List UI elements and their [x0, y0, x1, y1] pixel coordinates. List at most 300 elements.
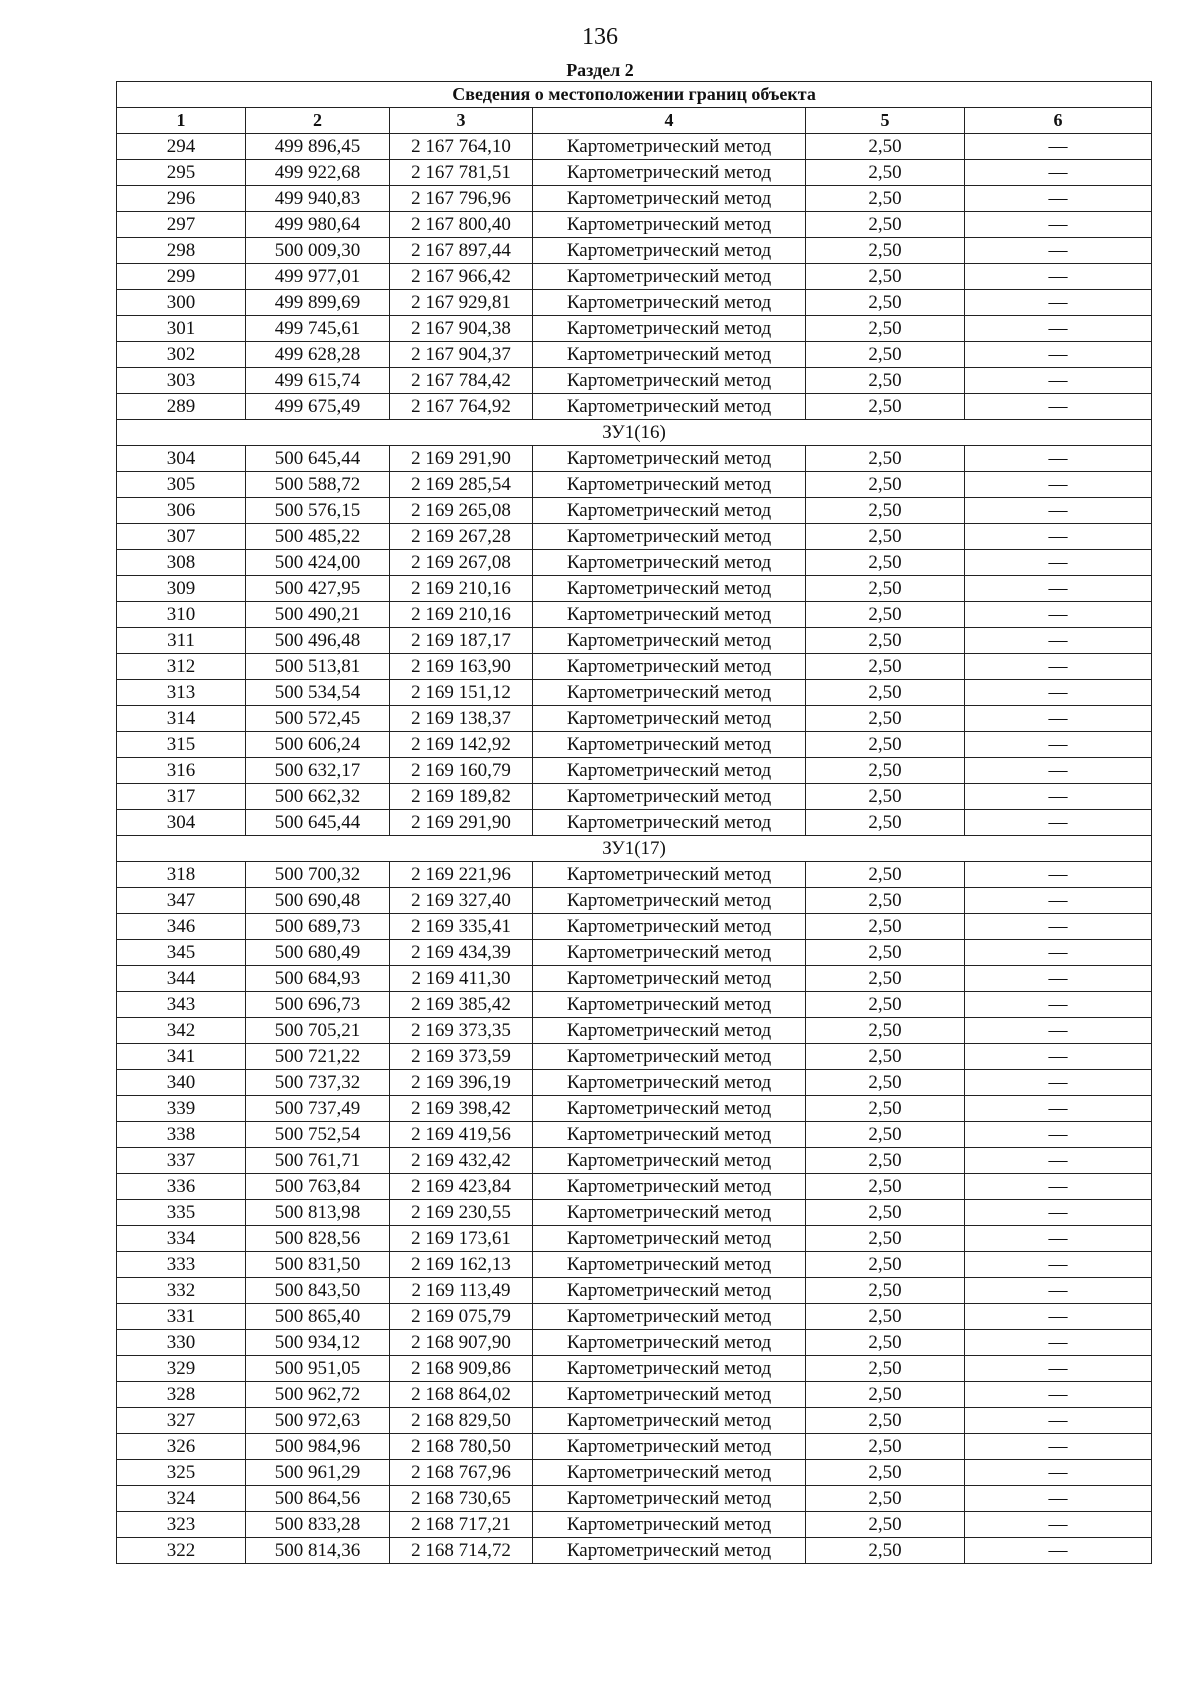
- coordinate-x-cell: 499 615,74: [246, 368, 390, 394]
- accuracy-cell: 2,50: [806, 1278, 965, 1304]
- method-cell: Картометрический метод: [533, 1148, 806, 1174]
- accuracy-cell: 2,50: [806, 940, 965, 966]
- coordinate-x-cell: 500 680,49: [246, 940, 390, 966]
- description-cell: —: [965, 1122, 1152, 1148]
- accuracy-cell: 2,50: [806, 134, 965, 160]
- accuracy-cell: 2,50: [806, 784, 965, 810]
- accuracy-cell: 2,50: [806, 602, 965, 628]
- coordinate-x-cell: 500 424,00: [246, 550, 390, 576]
- table-row: [117, 1148, 1152, 1174]
- point-number-cell: 308: [117, 550, 246, 576]
- column-number-4: 4: [533, 108, 806, 134]
- coordinate-y-cell: 2 169 327,40: [390, 888, 533, 914]
- point-number-cell: 346: [117, 914, 246, 940]
- accuracy-cell: 2,50: [806, 1226, 965, 1252]
- accuracy-cell: 2,50: [806, 706, 965, 732]
- accuracy-cell: 2,50: [806, 1460, 965, 1486]
- description-cell: —: [965, 602, 1152, 628]
- group-header-row: [117, 836, 1152, 862]
- point-number-cell: 344: [117, 966, 246, 992]
- point-number-cell: 332: [117, 1278, 246, 1304]
- table-row: [117, 914, 1152, 940]
- accuracy-cell: 2,50: [806, 576, 965, 602]
- accuracy-cell: 2,50: [806, 914, 965, 940]
- table-caption: Сведения о местоположении границ объекта: [117, 82, 1152, 108]
- method-cell: Картометрический метод: [533, 1122, 806, 1148]
- section-title: Раздел 2: [566, 60, 634, 80]
- method-cell: Картометрический метод: [533, 342, 806, 368]
- description-cell: —: [965, 1018, 1152, 1044]
- point-number-cell: 314: [117, 706, 246, 732]
- coordinate-y-cell: 2 169 210,16: [390, 602, 533, 628]
- accuracy-cell: 2,50: [806, 368, 965, 394]
- description-cell: —: [965, 784, 1152, 810]
- description-cell: —: [965, 1356, 1152, 1382]
- method-cell: Картометрический метод: [533, 914, 806, 940]
- accuracy-cell: 2,50: [806, 1330, 965, 1356]
- method-cell: Картометрический метод: [533, 1538, 806, 1564]
- method-cell: Картометрический метод: [533, 680, 806, 706]
- accuracy-cell: 2,50: [806, 810, 965, 836]
- description-cell: —: [965, 472, 1152, 498]
- coordinate-x-cell: 500 961,29: [246, 1460, 390, 1486]
- coordinate-x-cell: 500 632,17: [246, 758, 390, 784]
- coordinate-y-cell: 2 169 142,92: [390, 732, 533, 758]
- point-number-cell: 303: [117, 368, 246, 394]
- coordinate-x-cell: 500 696,73: [246, 992, 390, 1018]
- accuracy-cell: 2,50: [806, 498, 965, 524]
- table-row: [117, 1356, 1152, 1382]
- coordinate-x-cell: 499 899,69: [246, 290, 390, 316]
- table-row: [117, 680, 1152, 706]
- description-cell: —: [965, 186, 1152, 212]
- table-row: [117, 1018, 1152, 1044]
- accuracy-cell: 2,50: [806, 1512, 965, 1538]
- method-cell: Картометрический метод: [533, 784, 806, 810]
- coordinate-x-cell: 500 814,36: [246, 1538, 390, 1564]
- table-row: [117, 212, 1152, 238]
- coordinate-x-cell: 500 737,32: [246, 1070, 390, 1096]
- method-cell: Картометрический метод: [533, 1356, 806, 1382]
- table-row: [117, 706, 1152, 732]
- point-number-cell: 310: [117, 602, 246, 628]
- accuracy-cell: 2,50: [806, 186, 965, 212]
- coordinate-y-cell: 2 168 829,50: [390, 1408, 533, 1434]
- method-cell: Картометрический метод: [533, 1200, 806, 1226]
- coordinate-y-cell: 2 167 904,37: [390, 342, 533, 368]
- coordinate-y-cell: 2 169 291,90: [390, 446, 533, 472]
- coordinate-y-cell: 2 167 784,42: [390, 368, 533, 394]
- coordinate-x-cell: 500 763,84: [246, 1174, 390, 1200]
- coordinate-y-cell: 2 169 411,30: [390, 966, 533, 992]
- coordinate-x-cell: 499 896,45: [246, 134, 390, 160]
- table-row: [117, 1174, 1152, 1200]
- coordinate-x-cell: 500 721,22: [246, 1044, 390, 1070]
- method-cell: Картометрический метод: [533, 160, 806, 186]
- description-cell: —: [965, 862, 1152, 888]
- accuracy-cell: 2,50: [806, 1044, 965, 1070]
- table-row: [117, 316, 1152, 342]
- column-number-6: 6: [965, 108, 1152, 134]
- point-number-cell: 325: [117, 1460, 246, 1486]
- coordinate-y-cell: 2 168 909,86: [390, 1356, 533, 1382]
- point-number-cell: 304: [117, 446, 246, 472]
- accuracy-cell: 2,50: [806, 394, 965, 420]
- method-cell: Картометрический метод: [533, 446, 806, 472]
- accuracy-cell: 2,50: [806, 524, 965, 550]
- coordinate-y-cell: 2 169 160,79: [390, 758, 533, 784]
- description-cell: —: [965, 1070, 1152, 1096]
- group-header-row: [117, 420, 1152, 446]
- point-number-cell: 316: [117, 758, 246, 784]
- column-number-2: 2: [246, 108, 390, 134]
- coordinate-x-cell: 499 675,49: [246, 394, 390, 420]
- method-cell: Картометрический метод: [533, 1070, 806, 1096]
- coordinate-y-cell: 2 169 210,16: [390, 576, 533, 602]
- table-row: [117, 394, 1152, 420]
- description-cell: —: [965, 1174, 1152, 1200]
- coordinate-y-cell: 2 168 717,21: [390, 1512, 533, 1538]
- coordinate-x-cell: 500 761,71: [246, 1148, 390, 1174]
- table-row: [117, 550, 1152, 576]
- coordinate-x-cell: 500 490,21: [246, 602, 390, 628]
- coordinate-x-cell: 500 833,28: [246, 1512, 390, 1538]
- point-number-cell: 299: [117, 264, 246, 290]
- description-cell: —: [965, 1226, 1152, 1252]
- point-number-cell: 307: [117, 524, 246, 550]
- method-cell: Картометрический метод: [533, 1278, 806, 1304]
- method-cell: Картометрический метод: [533, 1486, 806, 1512]
- boundary-coordinates-table: [116, 81, 1152, 1564]
- description-cell: —: [965, 1044, 1152, 1070]
- coordinate-x-cell: 500 865,40: [246, 1304, 390, 1330]
- method-cell: Картометрический метод: [533, 1096, 806, 1122]
- coordinate-x-cell: 500 689,73: [246, 914, 390, 940]
- table-row: [117, 342, 1152, 368]
- point-number-cell: 334: [117, 1226, 246, 1252]
- method-cell: Картометрический метод: [533, 1252, 806, 1278]
- coordinate-x-cell: 500 427,95: [246, 576, 390, 602]
- table-row: [117, 992, 1152, 1018]
- point-number-cell: 312: [117, 654, 246, 680]
- table-row: [117, 1486, 1152, 1512]
- table-caption-row: [117, 82, 1152, 108]
- coordinate-x-cell: 500 972,63: [246, 1408, 390, 1434]
- table-row: [117, 1512, 1152, 1538]
- description-cell: —: [965, 1304, 1152, 1330]
- accuracy-cell: 2,50: [806, 316, 965, 342]
- description-cell: —: [965, 134, 1152, 160]
- coordinate-x-cell: 500 700,32: [246, 862, 390, 888]
- table-row: [117, 1538, 1152, 1564]
- point-number-cell: 333: [117, 1252, 246, 1278]
- table-row: [117, 784, 1152, 810]
- method-cell: Картометрический метод: [533, 498, 806, 524]
- point-number-cell: 335: [117, 1200, 246, 1226]
- coordinate-x-cell: 500 737,49: [246, 1096, 390, 1122]
- table-row: [117, 1096, 1152, 1122]
- description-cell: —: [965, 1278, 1152, 1304]
- point-number-cell: 329: [117, 1356, 246, 1382]
- coordinate-x-cell: 500 951,05: [246, 1356, 390, 1382]
- point-number-cell: 323: [117, 1512, 246, 1538]
- method-cell: Картометрический метод: [533, 992, 806, 1018]
- description-cell: —: [965, 1538, 1152, 1564]
- table-row: [117, 1278, 1152, 1304]
- table-row: [117, 524, 1152, 550]
- accuracy-cell: 2,50: [806, 1200, 965, 1226]
- accuracy-cell: 2,50: [806, 1018, 965, 1044]
- method-cell: Картометрический метод: [533, 186, 806, 212]
- coordinate-y-cell: 2 169 434,39: [390, 940, 533, 966]
- coordinate-x-cell: 500 513,81: [246, 654, 390, 680]
- column-number-3: 3: [390, 108, 533, 134]
- method-cell: Картометрический метод: [533, 1330, 806, 1356]
- column-number-5: 5: [806, 108, 965, 134]
- table-row: [117, 1408, 1152, 1434]
- coordinate-y-cell: 2 169 373,35: [390, 1018, 533, 1044]
- accuracy-cell: 2,50: [806, 1252, 965, 1278]
- table-row: [117, 290, 1152, 316]
- accuracy-cell: 2,50: [806, 238, 965, 264]
- coordinate-y-cell: 2 169 113,49: [390, 1278, 533, 1304]
- table-row: [117, 602, 1152, 628]
- coordinate-y-cell: 2 169 267,28: [390, 524, 533, 550]
- coordinate-y-cell: 2 169 138,37: [390, 706, 533, 732]
- point-number-cell: 327: [117, 1408, 246, 1434]
- accuracy-cell: 2,50: [806, 654, 965, 680]
- table-row: [117, 810, 1152, 836]
- method-cell: Картометрический метод: [533, 264, 806, 290]
- coordinate-x-cell: 500 705,21: [246, 1018, 390, 1044]
- description-cell: —: [965, 1200, 1152, 1226]
- coordinate-y-cell: 2 169 187,17: [390, 628, 533, 654]
- table-row: [117, 758, 1152, 784]
- point-number-cell: 315: [117, 732, 246, 758]
- coordinate-x-cell: 500 831,50: [246, 1252, 390, 1278]
- point-number-cell: 298: [117, 238, 246, 264]
- coordinate-y-cell: 2 167 764,92: [390, 394, 533, 420]
- table-row: [117, 446, 1152, 472]
- description-cell: —: [965, 342, 1152, 368]
- accuracy-cell: 2,50: [806, 290, 965, 316]
- method-cell: Картометрический метод: [533, 576, 806, 602]
- accuracy-cell: 2,50: [806, 342, 965, 368]
- description-cell: —: [965, 238, 1152, 264]
- coordinate-x-cell: 500 485,22: [246, 524, 390, 550]
- point-number-cell: 328: [117, 1382, 246, 1408]
- group-label: ЗУ1(16): [117, 420, 1152, 446]
- coordinate-y-cell: 2 169 385,42: [390, 992, 533, 1018]
- coordinate-y-cell: 2 167 800,40: [390, 212, 533, 238]
- table-row: [117, 472, 1152, 498]
- table-row: [117, 940, 1152, 966]
- method-cell: Картометрический метод: [533, 394, 806, 420]
- method-cell: Картометрический метод: [533, 134, 806, 160]
- accuracy-cell: 2,50: [806, 472, 965, 498]
- description-cell: —: [965, 1486, 1152, 1512]
- accuracy-cell: 2,50: [806, 680, 965, 706]
- accuracy-cell: 2,50: [806, 1434, 965, 1460]
- coordinate-x-cell: 500 645,44: [246, 446, 390, 472]
- point-number-cell: 301: [117, 316, 246, 342]
- coordinate-y-cell: 2 169 075,79: [390, 1304, 533, 1330]
- method-cell: Картометрический метод: [533, 1408, 806, 1434]
- table-row: [117, 186, 1152, 212]
- description-cell: —: [965, 992, 1152, 1018]
- coordinate-x-cell: 500 828,56: [246, 1226, 390, 1252]
- table-row: [117, 1044, 1152, 1070]
- accuracy-cell: 2,50: [806, 264, 965, 290]
- table-row: [117, 1304, 1152, 1330]
- description-cell: —: [965, 160, 1152, 186]
- point-number-cell: 317: [117, 784, 246, 810]
- accuracy-cell: 2,50: [806, 1408, 965, 1434]
- description-cell: —: [965, 888, 1152, 914]
- point-number-cell: 300: [117, 290, 246, 316]
- point-number-cell: 345: [117, 940, 246, 966]
- accuracy-cell: 2,50: [806, 1538, 965, 1564]
- accuracy-cell: 2,50: [806, 888, 965, 914]
- group-label: ЗУ1(17): [117, 836, 1152, 862]
- method-cell: Картометрический метод: [533, 212, 806, 238]
- coordinate-y-cell: 2 168 907,90: [390, 1330, 533, 1356]
- point-number-cell: 338: [117, 1122, 246, 1148]
- coordinate-x-cell: 499 977,01: [246, 264, 390, 290]
- method-cell: Картометрический метод: [533, 472, 806, 498]
- point-number-cell: 322: [117, 1538, 246, 1564]
- table-row: [117, 732, 1152, 758]
- coordinate-y-cell: 2 169 162,13: [390, 1252, 533, 1278]
- method-cell: Картометрический метод: [533, 602, 806, 628]
- coordinate-y-cell: 2 169 396,19: [390, 1070, 533, 1096]
- description-cell: —: [965, 940, 1152, 966]
- coordinate-y-cell: 2 169 265,08: [390, 498, 533, 524]
- point-number-cell: 326: [117, 1434, 246, 1460]
- point-number-cell: 306: [117, 498, 246, 524]
- coordinate-x-cell: 500 864,56: [246, 1486, 390, 1512]
- method-cell: Картометрический метод: [533, 966, 806, 992]
- method-cell: Картометрический метод: [533, 238, 806, 264]
- method-cell: Картометрический метод: [533, 706, 806, 732]
- description-cell: —: [965, 446, 1152, 472]
- column-number-row: [117, 108, 1152, 134]
- method-cell: Картометрический метод: [533, 1174, 806, 1200]
- description-cell: —: [965, 914, 1152, 940]
- description-cell: —: [965, 316, 1152, 342]
- accuracy-cell: 2,50: [806, 1070, 965, 1096]
- accuracy-cell: 2,50: [806, 992, 965, 1018]
- method-cell: Картометрический метод: [533, 940, 806, 966]
- description-cell: —: [965, 498, 1152, 524]
- table-row: [117, 966, 1152, 992]
- coordinate-y-cell: 2 169 173,61: [390, 1226, 533, 1252]
- point-number-cell: 324: [117, 1486, 246, 1512]
- coordinate-x-cell: 500 606,24: [246, 732, 390, 758]
- coordinate-x-cell: 500 588,72: [246, 472, 390, 498]
- coordinate-y-cell: 2 169 419,56: [390, 1122, 533, 1148]
- coordinate-x-cell: 500 962,72: [246, 1382, 390, 1408]
- coordinate-x-cell: 500 572,45: [246, 706, 390, 732]
- accuracy-cell: 2,50: [806, 1304, 965, 1330]
- description-cell: —: [965, 628, 1152, 654]
- point-number-cell: 296: [117, 186, 246, 212]
- coordinate-y-cell: 2 168 780,50: [390, 1434, 533, 1460]
- coordinate-x-cell: 500 496,48: [246, 628, 390, 654]
- table-row: [117, 160, 1152, 186]
- point-number-cell: 311: [117, 628, 246, 654]
- point-number-cell: 336: [117, 1174, 246, 1200]
- coordinate-y-cell: 2 167 966,42: [390, 264, 533, 290]
- description-cell: —: [965, 1460, 1152, 1486]
- table-row: [117, 1070, 1152, 1096]
- description-cell: —: [965, 1408, 1152, 1434]
- accuracy-cell: 2,50: [806, 862, 965, 888]
- description-cell: —: [965, 680, 1152, 706]
- table-row: [117, 368, 1152, 394]
- coordinate-y-cell: 2 169 221,96: [390, 862, 533, 888]
- method-cell: Картометрический метод: [533, 810, 806, 836]
- coordinate-y-cell: 2 169 189,82: [390, 784, 533, 810]
- point-number-cell: 294: [117, 134, 246, 160]
- coordinate-x-cell: 500 934,12: [246, 1330, 390, 1356]
- description-cell: —: [965, 758, 1152, 784]
- method-cell: Картометрический метод: [533, 1304, 806, 1330]
- accuracy-cell: 2,50: [806, 732, 965, 758]
- accuracy-cell: 2,50: [806, 1356, 965, 1382]
- coordinate-y-cell: 2 169 230,55: [390, 1200, 533, 1226]
- coordinate-y-cell: 2 169 423,84: [390, 1174, 533, 1200]
- coordinate-y-cell: 2 167 904,38: [390, 316, 533, 342]
- point-number-cell: 318: [117, 862, 246, 888]
- method-cell: Картометрический метод: [533, 758, 806, 784]
- coordinate-x-cell: 500 009,30: [246, 238, 390, 264]
- accuracy-cell: 2,50: [806, 1122, 965, 1148]
- description-cell: —: [965, 290, 1152, 316]
- method-cell: Картометрический метод: [533, 1018, 806, 1044]
- method-cell: Картометрический метод: [533, 1382, 806, 1408]
- method-cell: Картометрический метод: [533, 1226, 806, 1252]
- method-cell: Картометрический метод: [533, 1044, 806, 1070]
- coordinate-y-cell: 2 169 432,42: [390, 1148, 533, 1174]
- coordinate-x-cell: 500 645,44: [246, 810, 390, 836]
- method-cell: Картометрический метод: [533, 628, 806, 654]
- coordinate-x-cell: 500 813,98: [246, 1200, 390, 1226]
- table-row: [117, 654, 1152, 680]
- table-row: [117, 1200, 1152, 1226]
- table-row: [117, 134, 1152, 160]
- coordinate-y-cell: 2 168 767,96: [390, 1460, 533, 1486]
- point-number-cell: 289: [117, 394, 246, 420]
- table-row: [117, 498, 1152, 524]
- description-cell: —: [965, 966, 1152, 992]
- method-cell: Картометрический метод: [533, 368, 806, 394]
- coordinate-x-cell: 500 662,32: [246, 784, 390, 810]
- table-row: [117, 1252, 1152, 1278]
- method-cell: Картометрический метод: [533, 1460, 806, 1486]
- description-cell: —: [965, 1096, 1152, 1122]
- point-number-cell: 341: [117, 1044, 246, 1070]
- point-number-cell: 295: [117, 160, 246, 186]
- description-cell: —: [965, 810, 1152, 836]
- coordinate-x-cell: 499 628,28: [246, 342, 390, 368]
- point-number-cell: 337: [117, 1148, 246, 1174]
- coordinate-x-cell: 500 690,48: [246, 888, 390, 914]
- point-number-cell: 313: [117, 680, 246, 706]
- table-row: [117, 576, 1152, 602]
- description-cell: —: [965, 212, 1152, 238]
- accuracy-cell: 2,50: [806, 1148, 965, 1174]
